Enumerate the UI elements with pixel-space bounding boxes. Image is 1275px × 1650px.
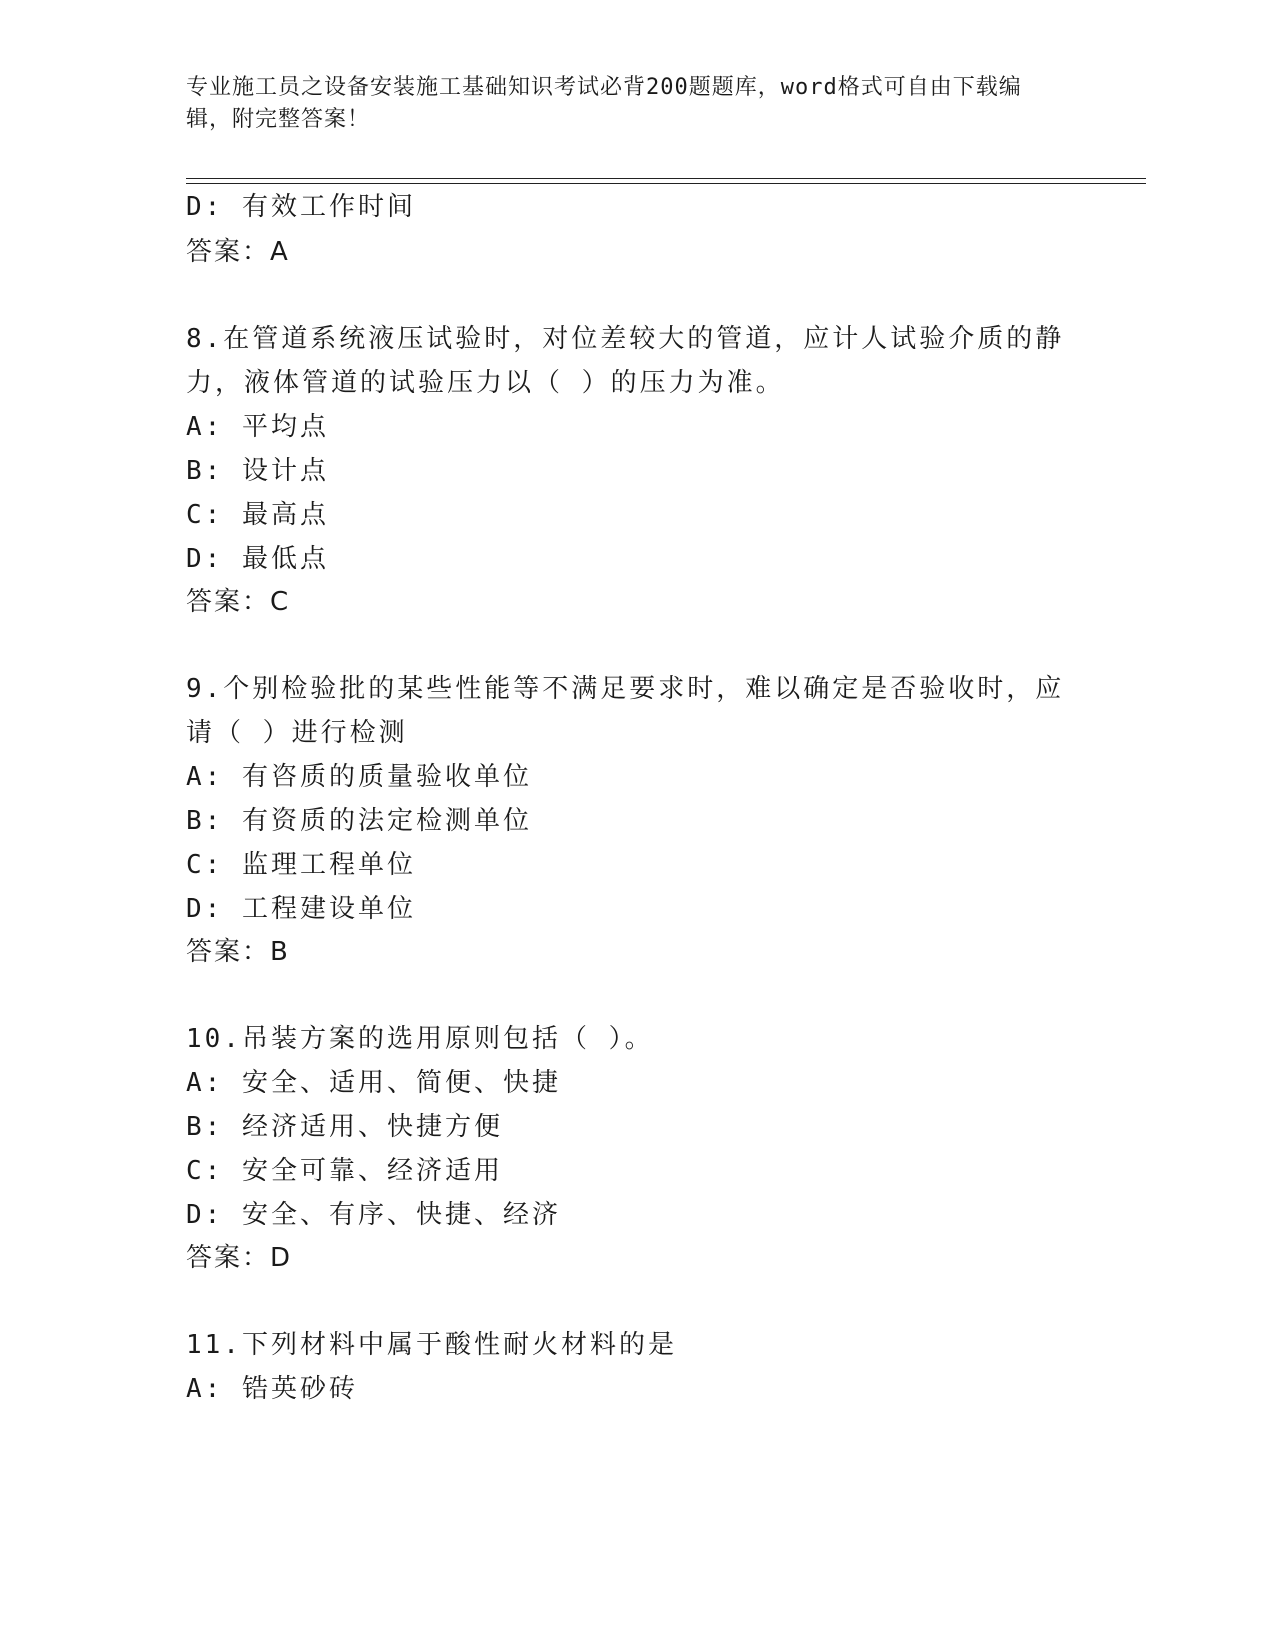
q11-stem-line1: 11.下列材料中属于酸性耐火材料的是 [186,1330,677,1360]
q11-option-a: A: 锆英砂砖 [186,1374,358,1404]
header-divider-top [186,178,1146,179]
q9-option-c: C: 监理工程单位 [186,850,416,880]
q9-option-d: D: 工程建设单位 [186,894,416,924]
q9-option-b: B: 有资质的法定检测单位 [186,806,532,836]
q8-option-d: D: 最低点 [186,544,329,574]
q10-stem-line1: 10.吊装方案的选用原则包括（ ）。 [186,1024,654,1054]
q8-option-b: B: 设计点 [186,456,329,486]
q9-answer: 答案：B [186,937,290,967]
q8-option-c: C: 最高点 [186,500,329,530]
q8-stem-line1: 8.在管道系统液压试验时，对位差较大的管道，应计人试验介质的静 [186,324,1065,354]
q8-stem-line2: 力，液体管道的试验压力以（ ）的压力为准。 [186,368,785,398]
q8-option-a: A: 平均点 [186,412,329,442]
q10-option-b: B: 经济适用、快捷方便 [186,1112,503,1142]
q10-option-d: D: 安全、有序、快捷、经济 [186,1200,561,1230]
q7-answer: 答案：A [186,237,290,267]
header-divider-bottom [186,183,1146,184]
q7-option-d: D: 有效工作时间 [186,192,416,222]
q9-stem-line2: 请（ ）进行检测 [186,718,408,748]
q9-stem-line1: 9.个别检验批的某些性能等不满足要求时，难以确定是否验收时，应 [186,674,1065,704]
q9-option-a: A: 有咨质的质量验收单位 [186,762,532,792]
q10-option-c: C: 安全可靠、经济适用 [186,1156,503,1186]
document-header: 专业施工员之设备安装施工基础知识考试必背200题题库，word格式可自由下载编辑，附完整答案！ [186,75,1022,132]
q10-answer: 答案：D [186,1243,293,1273]
q8-answer: 答案：C [186,587,291,617]
q10-option-a: A: 安全、适用、简便、快捷 [186,1068,561,1098]
